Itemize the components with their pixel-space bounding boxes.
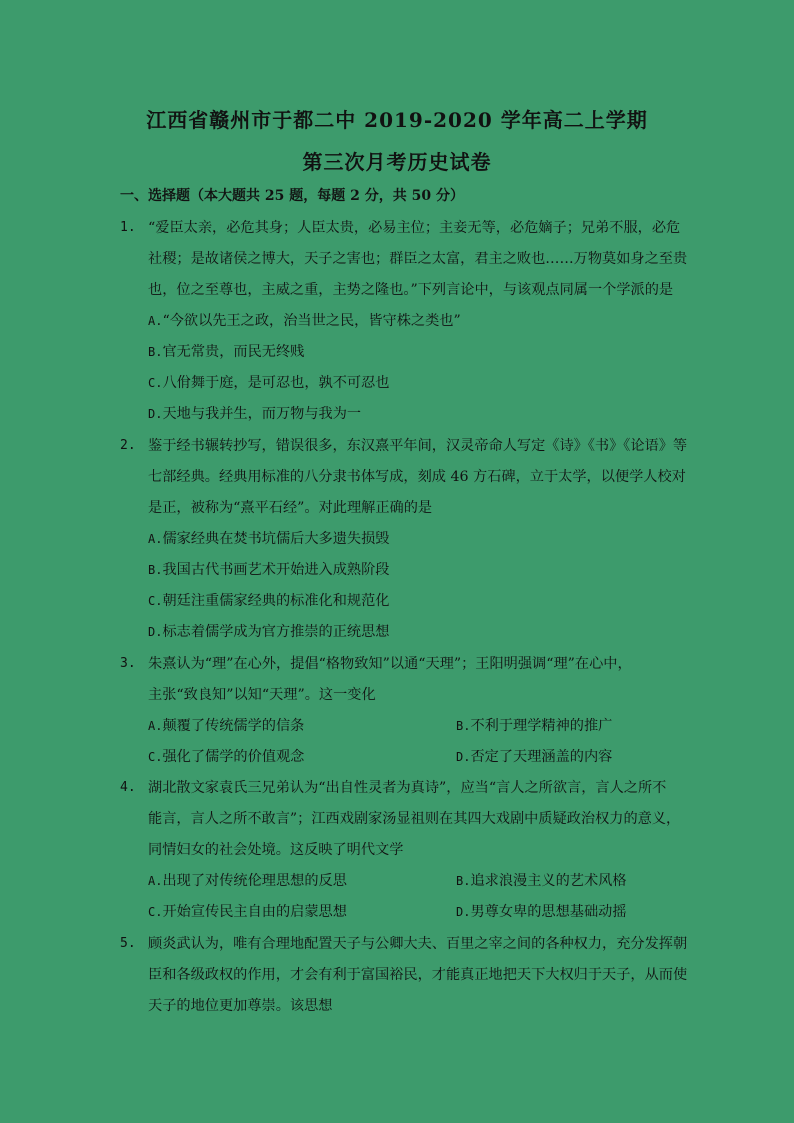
- question-stem-line: 鉴于经书辗转抄写，错误很多，东汉熹平年间，汉灵帝命人写定《诗》《书》《论语》等: [148, 438, 688, 454]
- question-stem-line: 也，位之至尊也，主威之重，主势之隆也。”下列言论中，与该观点同属一个学派的是: [148, 282, 674, 298]
- exam-title: 江西省赣州市于都二中 2019-2020 学年高二上学期: [146, 108, 648, 132]
- answer-option-a: A.儒家经典在焚书坑儒后大多遗失损毁: [148, 531, 390, 547]
- question-stem-line: 顾炎武认为，唯有合理地配置天子与公卿大夫、百里之宰之间的各种权力，充分发挥朝: [148, 936, 688, 952]
- answer-option-b: B.追求浪漫主义的艺术风格: [456, 873, 627, 889]
- section-heading: 一、选择题（本大题共 25 题，每题 2 分，共 50 分）: [120, 188, 464, 204]
- question-stem-line: 朱熹认为“理”在心外，提倡“格物致知”以通“天理”；王阳明强调“理”在心中，: [148, 656, 632, 672]
- answer-option-b: B.我国古代书画艺术开始进入成熟阶段: [148, 562, 390, 578]
- answer-option-c: C.强化了儒学的价值观念: [148, 749, 305, 765]
- answer-option-c: C.八佾舞于庭，是可忍也，孰不可忍也: [148, 375, 390, 391]
- answer-option-b: B.不利于理学精神的推广: [456, 718, 613, 734]
- question-number: 4.: [120, 780, 136, 795]
- question-stem-line: 能言，言人之所不敢言”；江西戏剧家汤显祖则在其四大戏剧中质疑政治权力的意义，: [148, 811, 681, 827]
- question-stem-line: 社稷；是故诸侯之博大，天子之害也；群臣之太富，君主之败也……万物莫如身之至贵: [148, 251, 688, 267]
- question-number: 3.: [120, 656, 136, 671]
- question-stem-line: 臣和各级政权的作用，才会有利于富国裕民，才能真正地把天下大权归于天子，从而使: [148, 967, 688, 983]
- question-number: 5.: [120, 936, 136, 951]
- answer-option-a: A.颠覆了传统儒学的信条: [148, 718, 305, 734]
- answer-option-c: C.朝廷注重儒家经典的标准化和规范化: [148, 593, 390, 609]
- answer-option-d: D.男尊女卑的思想基础动摇: [456, 904, 627, 920]
- answer-option-d: D.标志着儒学成为官方推崇的正统思想: [148, 624, 390, 640]
- exam-subtitle: 第三次月考历史试卷: [302, 150, 492, 174]
- question-stem-line: 主张“致良知”以知“天理”。这一变化: [148, 687, 376, 703]
- question-stem-line: “爱臣太亲，必危其身；人臣太贵，必易主位；主妾无等，必危嫡子；兄弟不服，必危: [148, 220, 681, 236]
- answer-option-a: A.“今欲以先王之政，治当世之民，皆守株之类也”: [148, 313, 461, 329]
- answer-option-a: A.出现了对传统伦理思想的反思: [148, 873, 347, 889]
- answer-option-d: D.否定了天理涵盖的内容: [456, 749, 613, 765]
- question-number: 1.: [120, 220, 136, 235]
- question-stem-line: 天子的地位更加尊崇。该思想: [148, 998, 333, 1014]
- answer-option-b: B.官无常贵，而民无终贱: [148, 344, 305, 360]
- answer-option-c: C.开始宣传民主自由的启蒙思想: [148, 904, 347, 920]
- answer-option-d: D.天地与我并生，而万物与我为一: [148, 406, 362, 422]
- question-number: 2.: [120, 438, 136, 453]
- question-stem-line: 七部经典。经典用标准的八分隶书体写成，刻成 46 方石碑，立于太学，以便学人校对: [148, 469, 686, 485]
- question-stem-line: 是正，被称为“熹平石经”。对此理解正确的是: [148, 500, 433, 516]
- question-stem-line: 同情妇女的社会处境。这反映了明代文学: [148, 842, 404, 858]
- question-stem-line: 湖北散文家袁氏三兄弟认为“出自性灵者为真诗”，应当“言人之所欲言，言人之所不: [148, 780, 667, 796]
